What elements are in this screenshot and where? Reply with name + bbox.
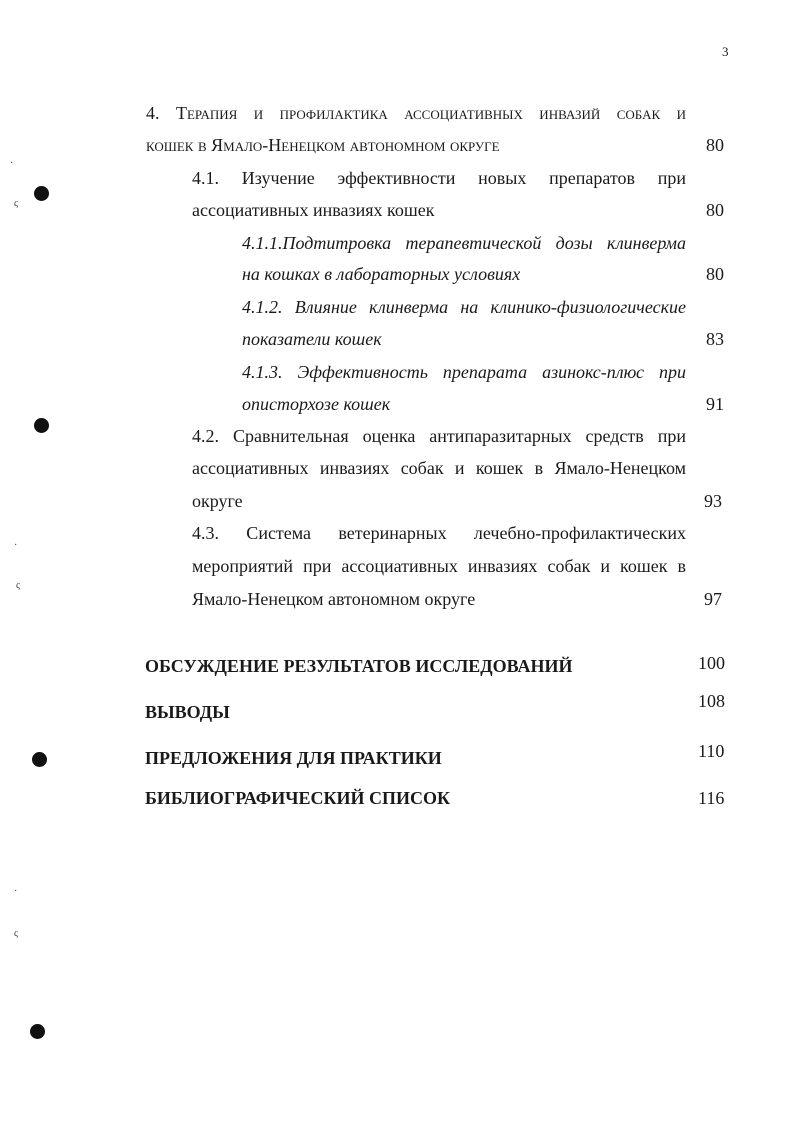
toc-4-3-line-1: 4.3. Система ветеринарных лечебно-профилактических bbox=[192, 523, 686, 543]
toc-discussion-page: 100 bbox=[698, 653, 725, 673]
toc-4-2-line-3: округе bbox=[192, 491, 243, 511]
toc-chapter-4-line-2: кошек в Ямало-Ненецком автономном округе bbox=[146, 135, 500, 155]
toc-4-1-3-line-2: описторхозе кошек bbox=[242, 394, 391, 414]
toc-conclusions: ВЫВОДЫ bbox=[145, 702, 230, 722]
toc-4-1-2-line-1: 4.1.2. Влияние клинверма на клинико-физиологические bbox=[242, 297, 686, 317]
toc-4-1-1-line-2: на кошках в лабораторных условиях bbox=[242, 264, 521, 284]
punch-hole-1 bbox=[34, 186, 49, 201]
toc-chapter-4-line-1: 4. Терапия и профилактика ассоциативных инвазий собак и bbox=[146, 103, 686, 123]
toc-4-3-line-2: мероприятий при ассоциативных инвазиях собак и кошек в bbox=[192, 556, 686, 576]
toc-conclusions-page: 108 bbox=[698, 691, 725, 711]
toc-bibliography-page: 116 bbox=[698, 788, 725, 808]
toc-chapter-4-page: 80 bbox=[706, 135, 724, 155]
toc-4-2-page: 93 bbox=[704, 491, 722, 511]
toc-4-1-3-page: 91 bbox=[706, 394, 724, 414]
toc-recommendations: ПРЕДЛОЖЕНИЯ ДЛЯ ПРАКТИКИ bbox=[145, 748, 442, 768]
toc-4-1-page: 80 bbox=[706, 200, 724, 220]
toc-4-1-3-line-1: 4.1.3. Эффективность препарата азинокс-плюс при bbox=[242, 362, 686, 382]
scan-speck: ς bbox=[14, 198, 18, 209]
scan-speck: · bbox=[14, 540, 18, 551]
toc-4-2-line-2: ассоциативных инвазиях собак и кошек в Ямало-Ненецком bbox=[192, 458, 686, 478]
scan-speck: · bbox=[14, 886, 18, 897]
toc-bibliography: БИБЛИОГРАФИЧЕСКИЙ СПИСОК bbox=[145, 788, 451, 808]
toc-4-1-2-line-2: показатели кошек bbox=[242, 329, 382, 349]
toc-4-1-1-line-1: 4.1.1.Подтитровка терапевтической дозы клинверма bbox=[242, 233, 686, 253]
scan-speck: · bbox=[10, 158, 14, 169]
punch-hole-2 bbox=[34, 418, 49, 433]
punch-hole-4 bbox=[30, 1024, 45, 1039]
toc-4-1-2-page: 83 bbox=[706, 329, 724, 349]
toc-4-3-line-3: Ямало-Ненецком автономном округе bbox=[192, 589, 476, 609]
toc-4-1-line-2: ассоциативных инвазиях кошек bbox=[192, 200, 435, 220]
toc-discussion: ОБСУЖДЕНИЕ РЕЗУЛЬТАТОВ ИССЛЕДОВАНИЙ bbox=[145, 656, 573, 676]
toc-recommendations-page: 110 bbox=[698, 741, 725, 761]
toc-4-2-line-1: 4.2. Сравнительная оценка антипаразитарных средств при bbox=[192, 426, 686, 446]
page-number: 3 bbox=[722, 44, 729, 59]
toc-4-1-1-page: 80 bbox=[706, 264, 724, 284]
punch-hole-3 bbox=[32, 752, 47, 767]
toc-4-3-page: 97 bbox=[704, 589, 722, 609]
toc-4-1-line-1: 4.1. Изучение эффективности новых препаратов при bbox=[192, 168, 686, 188]
scan-speck: ς bbox=[14, 928, 18, 939]
scan-speck: ς bbox=[16, 580, 20, 591]
